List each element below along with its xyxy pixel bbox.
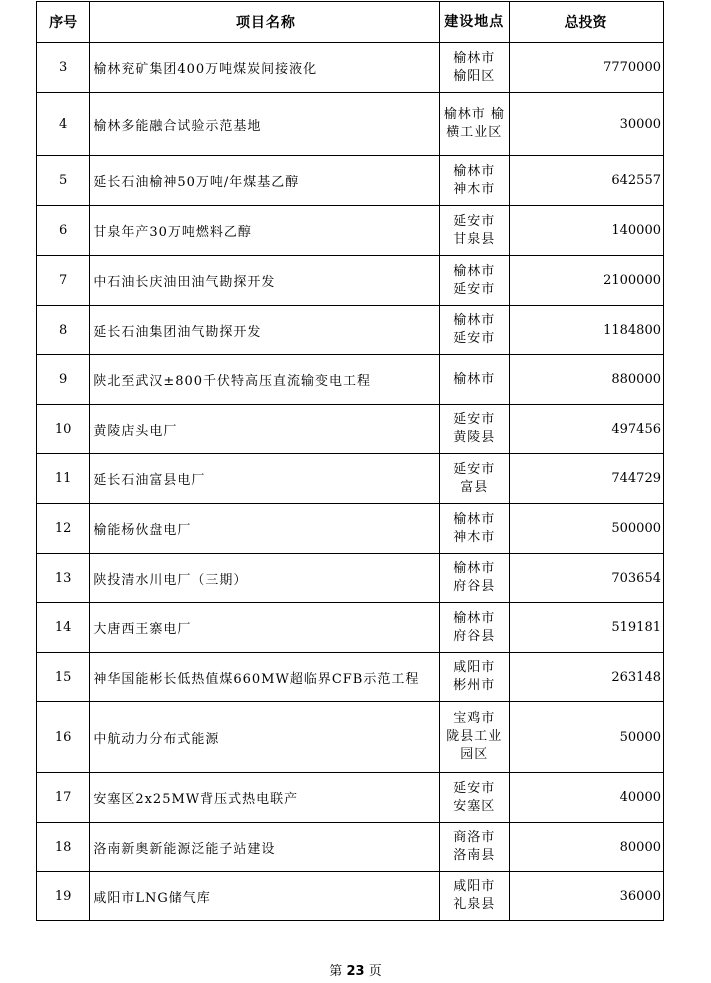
- cell-location: [439, 405, 509, 454]
- cell-no: 17: [37, 773, 90, 823]
- location-line: 彬州市: [453, 678, 496, 693]
- table-row: [37, 43, 664, 93]
- location-line: 甘泉县: [453, 231, 496, 247]
- table-row: [37, 653, 664, 702]
- header-location: 建设地点: [439, 2, 509, 43]
- table-row: [37, 773, 664, 823]
- cell-investment: 519181: [509, 603, 663, 653]
- cell-project-name: 甘泉年产30万吨燃料乙醇: [90, 206, 439, 256]
- location-line: 延安市: [453, 412, 496, 427]
- cell-location: [439, 603, 509, 653]
- cell-location: [439, 653, 509, 702]
- location-line: 延安市: [453, 780, 496, 796]
- cell-project-name: 中航动力分布式能源: [90, 702, 439, 773]
- table-row: [37, 872, 664, 921]
- location-line: 洛南县: [453, 848, 496, 863]
- location-line: 神木市: [453, 181, 496, 197]
- page-number: 23: [346, 964, 365, 979]
- cell-project-name: 黄陵店头电厂: [90, 405, 439, 454]
- table-row: [37, 256, 664, 306]
- cell-project-name: 延长石油榆神50万吨/年煤基乙醇: [90, 156, 439, 206]
- location-line: 咸阳市: [453, 879, 496, 894]
- cell-no: 14: [37, 603, 90, 653]
- cell-project-name: 咸阳市LNG储气库: [90, 872, 439, 921]
- cell-project-name: 榆林兖矿集团400万吨煤炭间接液化: [90, 43, 439, 93]
- table-row: [37, 156, 664, 206]
- location-line: 榆林市: [453, 163, 496, 179]
- table-row: [37, 93, 664, 156]
- cell-investment: 40000: [509, 773, 663, 823]
- cell-location: [439, 43, 509, 93]
- cell-location: [439, 773, 509, 823]
- cell-investment: 263148: [509, 653, 663, 702]
- cell-location: [439, 554, 509, 603]
- cell-no: 6: [37, 206, 90, 256]
- cell-project-name: 延长石油富县电厂: [90, 454, 439, 504]
- cell-project-name: 榆林多能融合试验示范基地: [90, 93, 439, 156]
- cell-location: [439, 306, 509, 355]
- location-line: 榆林市: [453, 511, 496, 527]
- cell-no: 10: [37, 405, 90, 454]
- location-line: 榆林市: [453, 561, 496, 576]
- location-line: 榆阳区: [453, 68, 496, 84]
- cell-location: [439, 823, 509, 872]
- table-row: [37, 823, 664, 872]
- project-table: [36, 1, 664, 921]
- location-line: 富县: [460, 479, 489, 495]
- location-line: 榆林市 榆: [443, 107, 505, 122]
- cell-location: [439, 93, 509, 156]
- cell-location: [439, 872, 509, 921]
- location-line: 延安市: [453, 213, 496, 229]
- footer-suffix: 页: [368, 964, 382, 979]
- cell-no: 3: [37, 43, 90, 93]
- cell-no: 13: [37, 554, 90, 603]
- location-line: 榆林市: [453, 610, 496, 626]
- cell-project-name: 大唐西王寨电厂: [90, 603, 439, 653]
- cell-location: [439, 702, 509, 773]
- cell-investment: 140000: [509, 206, 663, 256]
- table-row: [37, 504, 664, 554]
- cell-investment: 2100000: [509, 256, 663, 306]
- cell-no: 8: [37, 306, 90, 355]
- location-line: 咸阳市: [453, 660, 496, 675]
- table-row: [37, 355, 664, 405]
- cell-investment: 703654: [509, 554, 663, 603]
- cell-location: [439, 156, 509, 206]
- location-line: 榆林市: [453, 313, 496, 328]
- location-line: 府谷县: [453, 628, 496, 644]
- cell-location: [439, 206, 509, 256]
- location-line: 榆林市: [453, 263, 496, 279]
- cell-location: [439, 355, 509, 405]
- table-row: [37, 405, 664, 454]
- location-line: 榆林市: [453, 50, 496, 66]
- cell-no: 5: [37, 156, 90, 206]
- cell-no: 4: [37, 93, 90, 156]
- cell-no: 16: [37, 702, 90, 773]
- header-no: 序号: [37, 2, 90, 43]
- location-line: 安塞区: [453, 798, 496, 814]
- table-row: [37, 306, 664, 355]
- cell-investment: 642557: [509, 156, 663, 206]
- header-name: 项目名称: [90, 2, 439, 43]
- cell-investment: 7770000: [509, 43, 663, 93]
- cell-investment: 36000: [509, 872, 663, 921]
- footer-prefix: 第: [329, 964, 343, 979]
- location-line: 榆林市: [453, 371, 496, 387]
- cell-project-name: 榆能杨伙盘电厂: [90, 504, 439, 554]
- location-line: 园区: [460, 747, 489, 762]
- cell-no: 9: [37, 355, 90, 405]
- cell-investment: 744729: [509, 454, 663, 504]
- cell-no: 11: [37, 454, 90, 504]
- location-line: 宝鸡市: [453, 711, 496, 726]
- location-line: 陇县工业: [446, 729, 503, 744]
- cell-no: 19: [37, 872, 90, 921]
- cell-investment: 497456: [509, 405, 663, 454]
- location-line: 礼泉县: [453, 897, 496, 912]
- cell-project-name: 延长石油集团油气勘探开发: [90, 306, 439, 355]
- cell-project-name: 陕投清水川电厂（三期）: [90, 554, 439, 603]
- location-line: 延安市: [453, 331, 496, 346]
- cell-investment: 80000: [509, 823, 663, 872]
- cell-no: 7: [37, 256, 90, 306]
- location-line: 延安市: [453, 281, 496, 297]
- table-body: [37, 43, 664, 921]
- table-header-row: [37, 2, 664, 43]
- table-row: [37, 603, 664, 653]
- cell-location: [439, 256, 509, 306]
- cell-investment: 1184800: [509, 306, 663, 355]
- location-line: 延安市: [453, 461, 496, 477]
- location-line: 黄陵县: [453, 430, 496, 445]
- table-row: [37, 206, 664, 256]
- location-line: 神木市: [453, 529, 496, 545]
- table-row: [37, 702, 664, 773]
- table-row: [37, 454, 664, 504]
- cell-investment: 500000: [509, 504, 663, 554]
- table-row: [37, 554, 664, 603]
- cell-project-name: 神华国能彬长低热值煤660MW超临界CFB示范工程: [90, 653, 439, 702]
- location-line: 横工业区: [446, 125, 503, 140]
- cell-investment: 50000: [509, 702, 663, 773]
- header-investment: 总投资: [509, 2, 663, 43]
- cell-location: [439, 454, 509, 504]
- cell-investment: 30000: [509, 93, 663, 156]
- cell-project-name: 陕北至武汉±800千伏特高压直流输变电工程: [90, 355, 439, 405]
- cell-no: 15: [37, 653, 90, 702]
- cell-no: 18: [37, 823, 90, 872]
- location-line: 府谷县: [453, 579, 496, 594]
- location-line: 商洛市: [453, 830, 496, 845]
- cell-project-name: 洛南新奥新能源泛能子站建设: [90, 823, 439, 872]
- cell-location: [439, 504, 509, 554]
- cell-project-name: 中石油长庆油田油气勘探开发: [90, 256, 439, 306]
- cell-project-name: 安塞区2x25MW背压式热电联产: [90, 773, 439, 823]
- cell-investment: 880000: [509, 355, 663, 405]
- cell-no: 12: [37, 504, 90, 554]
- page-footer: [0, 960, 711, 979]
